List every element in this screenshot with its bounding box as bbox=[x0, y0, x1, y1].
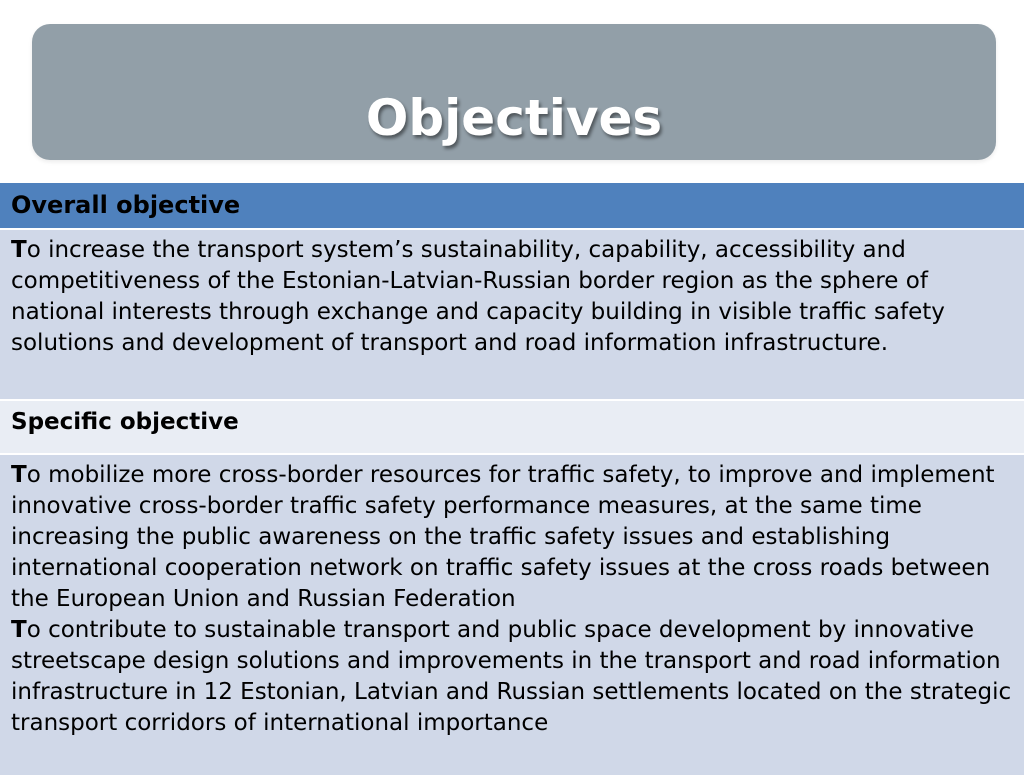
objectives-table bbox=[0, 183, 1024, 775]
overall-objective-header: Overall objective bbox=[0, 183, 1024, 229]
overall-objective-text bbox=[0, 229, 1024, 400]
slide-title: Objectives bbox=[365, 89, 663, 147]
specific-objective-item-rest: o contribute to sustainable transport and public space development by innovative streetscape design solutions and improvements in the transport and road information infrastructure in 12 Estonian, Latvian and Russian settlements located on the strategic transport corridors of international importance bbox=[11, 617, 1012, 736]
overall-objective-header-row bbox=[0, 183, 1024, 229]
specific-objective-item bbox=[11, 460, 1024, 615]
specific-objective-item bbox=[11, 615, 1024, 739]
title-banner bbox=[32, 24, 996, 160]
overall-objective-initial: T bbox=[11, 237, 27, 263]
specific-objective-body-row bbox=[0, 454, 1024, 775]
specific-objective-header: Specific objective bbox=[0, 400, 1024, 454]
specific-objective-item-initial: T bbox=[11, 462, 27, 488]
specific-objective-item-rest: o mobilize more cross-border resources for traffic safety, to improve and implement innovative cross-border traffic safety performance measures, at the same time increasing the public awareness on the traffic safety issues and establishing international cooperation network on traffic safety issues at the cross roads between the European Union and Russian Federation bbox=[11, 462, 995, 612]
specific-objective-text bbox=[0, 454, 1024, 775]
overall-objective-body-row bbox=[0, 229, 1024, 400]
specific-objective-header-row bbox=[0, 400, 1024, 454]
overall-objective-rest: o increase the transport system’s sustainability, capability, accessibility and competitiveness of the Estonian-Latvian-Russian border region as the sphere of national interests through exchange and capacity building in visible traffic safety solutions and development of transport and road information infrastructure. bbox=[11, 237, 945, 356]
specific-objective-item-initial: T bbox=[11, 617, 27, 643]
